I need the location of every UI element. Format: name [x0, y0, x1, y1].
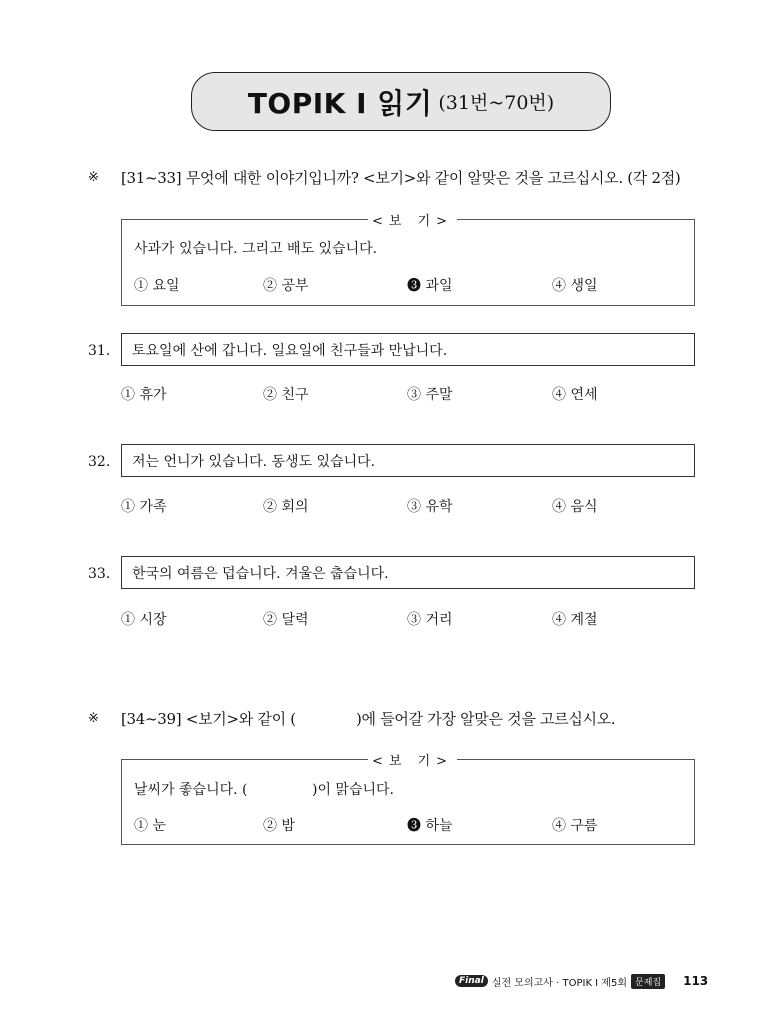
- question-text: 저는 언니가 있습니다. 동생도 있습니다.: [132, 453, 376, 470]
- section-title: TOPIK Ⅰ 읽기: [247, 86, 433, 120]
- answer-option[interactable]: ③ 주말: [407, 387, 453, 403]
- question-passage: [121, 556, 695, 589]
- question-text: 토요일에 산에 갑니다. 일요일에 친구들과 만납니다.: [132, 342, 448, 359]
- example-label: <보 기>: [368, 210, 457, 229]
- question-passage: [121, 333, 695, 366]
- example-option-answer: ❸ 하늘: [407, 818, 453, 834]
- example-option: ④ 구름: [552, 818, 598, 834]
- question-passage: [121, 444, 695, 477]
- example-option: ① 요일: [134, 278, 180, 294]
- answer-option[interactable]: ① 휴가: [121, 387, 167, 403]
- answer-option[interactable]: ② 회의: [263, 499, 309, 515]
- example-option: ④ 생일: [552, 278, 598, 294]
- answer-option[interactable]: ① 가족: [121, 499, 167, 515]
- page-number: 113: [683, 974, 709, 988]
- answer-option[interactable]: ③ 거리: [407, 612, 453, 628]
- footer-tag: 문제집: [631, 974, 665, 989]
- example-option-answer: ❸ 과일: [407, 278, 453, 294]
- footer-text: 실전 모의고사 · TOPIK Ⅰ 제5회: [491, 977, 627, 989]
- question-number: 33.: [88, 566, 111, 582]
- reference-mark: ※: [88, 711, 99, 726]
- example-label: <보 기>: [368, 750, 457, 769]
- example-option: ① 눈: [134, 818, 166, 834]
- answer-option[interactable]: ① 시장: [121, 612, 167, 628]
- answer-option[interactable]: ④ 연세: [552, 387, 598, 403]
- answer-option[interactable]: ② 친구: [263, 387, 309, 403]
- answer-option[interactable]: ③ 유학: [407, 499, 453, 515]
- question-number: 32.: [88, 454, 111, 470]
- answer-option[interactable]: ④ 계절: [552, 612, 598, 628]
- example-option: ② 밤: [263, 818, 295, 834]
- section2-instruction-part1: [34~39] <보기>와 같이 (: [121, 710, 296, 728]
- final-logo: Final: [455, 975, 488, 987]
- answer-option[interactable]: ④ 음식: [552, 499, 598, 515]
- section-title-range: (31번~70번): [438, 92, 555, 114]
- example-text: 사과가 있습니다. 그리고 배도 있습니다.: [134, 241, 378, 257]
- answer-option[interactable]: ② 달력: [263, 612, 309, 628]
- section1-instruction: [31~33] 무엇에 대한 이야기입니까? <보기>와 같이 알맞은 것을 고르십시오. (각 2점): [121, 169, 681, 187]
- example-text-part1: 날씨가 좋습니다. (: [134, 782, 248, 798]
- example-text-part2: )이 맑습니다.: [312, 782, 394, 798]
- question-text: 한국의 여름은 덥습니다. 겨울은 춥습니다.: [132, 565, 389, 582]
- question-number: 31.: [88, 343, 111, 359]
- section-title-box: [191, 72, 611, 131]
- page-footer: [455, 970, 708, 992]
- example-option: ② 공부: [263, 278, 309, 294]
- section2-instruction-part2: )에 들어갈 가장 알맞은 것을 고르십시오.: [356, 710, 616, 728]
- reference-mark: ※: [88, 170, 99, 185]
